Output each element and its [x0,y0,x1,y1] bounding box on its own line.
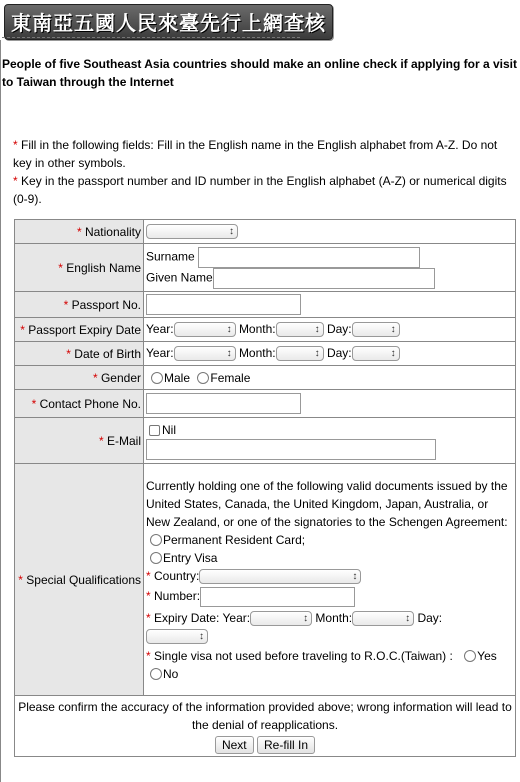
row-special-qualifications: * Special Qualifications Currently holding one of the following valid documents issued by the United States, Canada, the United Kingdom, Japan, Australia, or New Zealand, or one of the signatories to the Schengen Agreement: Permanent Resident Card; Entry Visa * Country:↕ * Number: * Expiry Date: Year:↕ Month:↕ Day: ↕ * Single visa not used before traveling to R.O.C.(Taiwan) : Yes No [15,464,516,696]
row-nationality [15,220,516,244]
single-visa-yes-radio[interactable] [464,650,476,662]
row-date-of-birth: * Date of Birth Year:↕ Month:↕ Day:↕ [15,342,516,366]
date-of-birth-label: * Date of Birth [15,342,144,366]
birth-month-select[interactable] [276,346,324,361]
row-passport-expiry: * Passport Expiry Date Year:↕ Month:↕ Day:↕ [15,318,516,342]
confirm-text: Please confirm the accuracy of the information provided above; wrong information will lead to the denial of reapplications. [18,700,512,732]
given-name-label: Given Name [146,270,213,285]
site-banner [4,4,333,34]
nationality-label: * Nationality [15,220,144,244]
banner-title: 東南亞五國人民來臺先行上網查核 [4,4,333,40]
passport-no-label: * Passport No. [15,292,144,318]
contact-phone-label: * Contact Phone No. [15,390,144,418]
email-input[interactable] [146,439,436,460]
email-nil-checkbox[interactable] [149,425,160,436]
special-expiry-year-select[interactable] [250,611,312,626]
instruction-notes [13,136,508,208]
nationality-select[interactable] [146,224,238,239]
required-star: * [13,138,18,152]
single-visa-no-radio[interactable] [150,668,162,680]
gender-label: * Gender [15,366,144,390]
birth-day-select[interactable] [352,346,400,361]
passport-expiry-label: * Passport Expiry Date [15,318,144,342]
special-qualifications-label: * Special Qualifications [15,464,144,696]
english-name-label: * English Name [15,244,144,292]
row-gender: * Gender Male Female [15,366,516,390]
surname-input[interactable] [198,247,420,268]
banner-divider [2,37,300,38]
required-star: * [13,174,18,188]
page-left-border [0,40,1,782]
special-country-select[interactable] [199,569,361,584]
special-intro: Currently holding one of the following valid documents issued by the United States, Canada, the United Kingdom, Japan, Australia, or New Zealand, or one of the signatories to the Schengen Agreement: [146,478,508,529]
note-item: * Key in the passport number and ID number in the English alphabet (A-Z) or numerical digits (0-9). [13,174,507,206]
row-email: * E-Mail Nil [15,418,516,464]
row-english-name [15,244,516,292]
gender-female-radio[interactable] [197,372,209,384]
refill-button[interactable]: Re-fill In [257,736,315,754]
special-expiry-day-select[interactable] [146,629,208,644]
page-headline: People of five Southeast Asia countries should make an online check if applying for a visit to Taiwan through the Internet [2,57,518,89]
surname-label: Surname [146,249,195,264]
birth-year-select[interactable] [174,346,236,361]
next-button[interactable]: Next [215,736,254,754]
gender-male-radio[interactable] [151,372,163,384]
entry-visa-radio[interactable] [150,552,162,564]
check-form [14,219,516,757]
email-label: * E-Mail [15,418,144,464]
passport-no-input[interactable] [146,294,301,315]
permanent-resident-card-radio[interactable] [150,534,162,546]
given-name-input[interactable] [213,268,435,289]
row-passport-no [15,292,516,318]
row-contact-phone [15,390,516,418]
row-confirm [15,696,516,757]
special-expiry-month-select[interactable] [352,611,414,626]
passport-expiry-year-select[interactable] [174,322,236,337]
contact-phone-input[interactable] [146,393,301,414]
passport-expiry-day-select[interactable] [352,322,400,337]
special-number-input[interactable] [200,587,355,607]
note-item: * Fill in the following fields: Fill in the English name in the English alphabet from A-Z. Do not key in other symbols. [13,138,498,170]
passport-expiry-month-select[interactable] [276,322,324,337]
